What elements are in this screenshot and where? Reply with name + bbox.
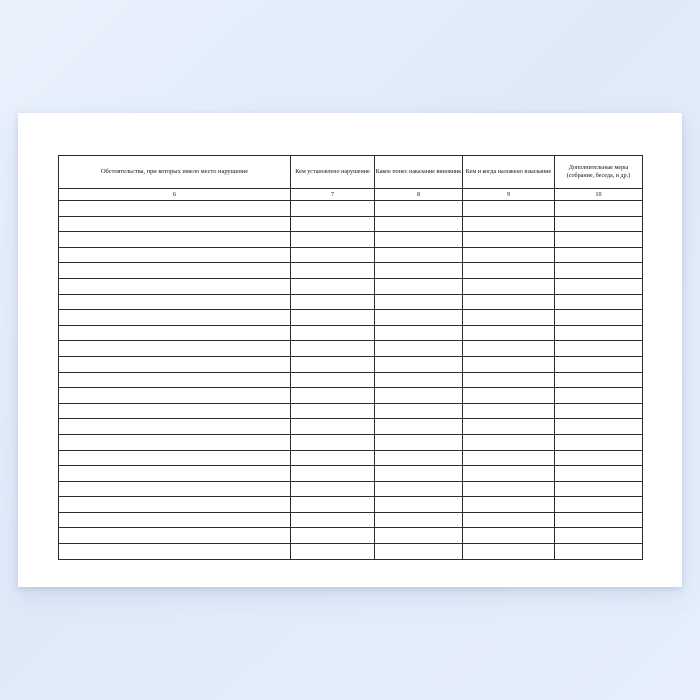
table-cell[interactable] — [375, 325, 463, 341]
table-cell[interactable] — [59, 528, 291, 544]
table-cell[interactable] — [463, 466, 555, 482]
table-cell[interactable] — [375, 481, 463, 497]
table-row — [59, 403, 643, 419]
table-body — [59, 201, 643, 560]
table-cell[interactable] — [59, 216, 291, 232]
table-cell[interactable] — [375, 450, 463, 466]
form-table-container — [58, 155, 642, 560]
table-cell[interactable] — [555, 528, 643, 544]
table-cell[interactable] — [59, 325, 291, 341]
table-cell[interactable] — [59, 466, 291, 482]
table-cell[interactable] — [59, 512, 291, 528]
table-cell[interactable] — [463, 528, 555, 544]
table-cell[interactable] — [375, 201, 463, 217]
table-cell[interactable] — [463, 201, 555, 217]
table-cell[interactable] — [59, 497, 291, 513]
table-cell[interactable] — [291, 512, 375, 528]
table-cell[interactable] — [375, 466, 463, 482]
table-row — [59, 247, 643, 263]
table-cell[interactable] — [291, 497, 375, 513]
table-cell[interactable] — [375, 263, 463, 279]
table-cell[interactable] — [59, 481, 291, 497]
table-row — [59, 497, 643, 513]
table-cell[interactable] — [463, 325, 555, 341]
table-cell[interactable] — [463, 247, 555, 263]
column-number-9: 9 — [463, 189, 555, 201]
table-cell[interactable] — [291, 247, 375, 263]
table-cell[interactable] — [59, 294, 291, 310]
table-cell[interactable] — [291, 310, 375, 326]
table-cell[interactable] — [555, 294, 643, 310]
table-cell[interactable] — [59, 310, 291, 326]
table-row — [59, 434, 643, 450]
column-header-additional-measures: Дополнительные меры (собрание, беседа, и др.) — [555, 156, 643, 189]
table-cell[interactable] — [59, 419, 291, 435]
table-cell[interactable] — [291, 263, 375, 279]
table-cell[interactable] — [463, 372, 555, 388]
column-header-penalty-issued-by: Кем и когда наложено взыскание — [463, 156, 555, 189]
table-cell[interactable] — [555, 232, 643, 248]
table-cell[interactable] — [463, 450, 555, 466]
table-row — [59, 278, 643, 294]
table-cell[interactable] — [375, 434, 463, 450]
table-cell[interactable] — [291, 372, 375, 388]
table-cell[interactable] — [555, 247, 643, 263]
table-cell[interactable] — [291, 544, 375, 560]
table-cell[interactable] — [59, 278, 291, 294]
table-cell[interactable] — [375, 310, 463, 326]
table-cell[interactable] — [555, 403, 643, 419]
table-cell[interactable] — [555, 466, 643, 482]
table-cell[interactable] — [555, 434, 643, 450]
table-row — [59, 512, 643, 528]
table-row — [59, 232, 643, 248]
table-cell[interactable] — [555, 372, 643, 388]
table-cell[interactable] — [555, 497, 643, 513]
column-number-row — [59, 189, 643, 201]
table-cell[interactable] — [291, 325, 375, 341]
table-cell[interactable] — [291, 294, 375, 310]
table-cell[interactable] — [59, 434, 291, 450]
table-cell[interactable] — [463, 544, 555, 560]
table-cell[interactable] — [555, 356, 643, 372]
table-cell[interactable] — [463, 434, 555, 450]
table-cell[interactable] — [463, 356, 555, 372]
violations-form-table — [58, 155, 643, 560]
table-row — [59, 325, 643, 341]
table-row — [59, 419, 643, 435]
table-cell[interactable] — [463, 232, 555, 248]
table-cell[interactable] — [555, 325, 643, 341]
column-number-8: 8 — [375, 189, 463, 201]
table-cell[interactable] — [555, 341, 643, 357]
table-cell[interactable] — [291, 419, 375, 435]
table-cell[interactable] — [555, 419, 643, 435]
table-row — [59, 356, 643, 372]
table-cell[interactable] — [555, 450, 643, 466]
table-cell[interactable] — [375, 388, 463, 404]
table-cell[interactable] — [291, 232, 375, 248]
table-cell[interactable] — [555, 278, 643, 294]
table-cell[interactable] — [555, 481, 643, 497]
table-header — [59, 156, 643, 201]
table-cell[interactable] — [375, 512, 463, 528]
table-cell[interactable] — [463, 497, 555, 513]
table-cell[interactable] — [291, 528, 375, 544]
table-cell[interactable] — [555, 263, 643, 279]
column-number-7: 7 — [291, 189, 375, 201]
table-cell[interactable] — [463, 310, 555, 326]
table-cell[interactable] — [375, 294, 463, 310]
table-cell[interactable] — [59, 356, 291, 372]
table-cell[interactable] — [375, 372, 463, 388]
table-row — [59, 294, 643, 310]
column-header-punishment: Какое понес наказание виновник — [375, 156, 463, 189]
table-cell[interactable] — [59, 263, 291, 279]
table-cell[interactable] — [375, 528, 463, 544]
table-cell[interactable] — [59, 341, 291, 357]
table-cell[interactable] — [463, 512, 555, 528]
table-cell[interactable] — [375, 419, 463, 435]
table-cell[interactable] — [59, 372, 291, 388]
table-cell[interactable] — [555, 201, 643, 217]
table-cell[interactable] — [291, 341, 375, 357]
table-cell[interactable] — [291, 356, 375, 372]
table-cell[interactable] — [463, 481, 555, 497]
table-cell[interactable] — [375, 216, 463, 232]
column-header-circumstances: Обстоятельства, при которых имело место нарушение — [59, 156, 291, 189]
table-cell[interactable] — [59, 232, 291, 248]
table-cell[interactable] — [463, 419, 555, 435]
table-row — [59, 481, 643, 497]
table-cell[interactable] — [291, 388, 375, 404]
table-cell[interactable] — [375, 544, 463, 560]
header-row — [59, 156, 643, 189]
table-cell[interactable] — [291, 278, 375, 294]
table-cell[interactable] — [375, 497, 463, 513]
table-cell[interactable] — [291, 434, 375, 450]
table-cell[interactable] — [375, 403, 463, 419]
table-row — [59, 372, 643, 388]
table-cell[interactable] — [555, 216, 643, 232]
table-cell[interactable] — [291, 466, 375, 482]
column-header-established-by: Кем установлено нарушение — [291, 156, 375, 189]
document-page — [18, 113, 682, 587]
table-row — [59, 263, 643, 279]
table-cell[interactable] — [291, 481, 375, 497]
table-cell[interactable] — [59, 201, 291, 217]
table-cell[interactable] — [555, 388, 643, 404]
table-cell[interactable] — [291, 403, 375, 419]
table-row — [59, 450, 643, 466]
table-row — [59, 544, 643, 560]
table-row — [59, 466, 643, 482]
table-cell[interactable] — [375, 278, 463, 294]
table-row — [59, 310, 643, 326]
table-cell[interactable] — [463, 341, 555, 357]
table-cell[interactable] — [463, 278, 555, 294]
table-cell[interactable] — [59, 403, 291, 419]
table-cell[interactable] — [375, 247, 463, 263]
table-row — [59, 388, 643, 404]
table-cell[interactable] — [59, 247, 291, 263]
table-cell[interactable] — [375, 356, 463, 372]
table-cell[interactable] — [555, 512, 643, 528]
table-cell[interactable] — [555, 544, 643, 560]
table-cell[interactable] — [59, 450, 291, 466]
table-cell[interactable] — [291, 216, 375, 232]
table-cell[interactable] — [59, 388, 291, 404]
table-cell[interactable] — [555, 310, 643, 326]
table-row — [59, 528, 643, 544]
table-cell[interactable] — [463, 388, 555, 404]
table-cell[interactable] — [463, 216, 555, 232]
table-cell[interactable] — [375, 341, 463, 357]
table-cell[interactable] — [291, 450, 375, 466]
table-cell[interactable] — [463, 263, 555, 279]
table-cell[interactable] — [463, 294, 555, 310]
table-cell[interactable] — [463, 403, 555, 419]
table-row — [59, 216, 643, 232]
column-number-10: 10 — [555, 189, 643, 201]
table-cell[interactable] — [59, 544, 291, 560]
table-row — [59, 201, 643, 217]
table-cell[interactable] — [375, 232, 463, 248]
table-cell[interactable] — [291, 201, 375, 217]
column-number-6: 6 — [59, 189, 291, 201]
table-row — [59, 341, 643, 357]
